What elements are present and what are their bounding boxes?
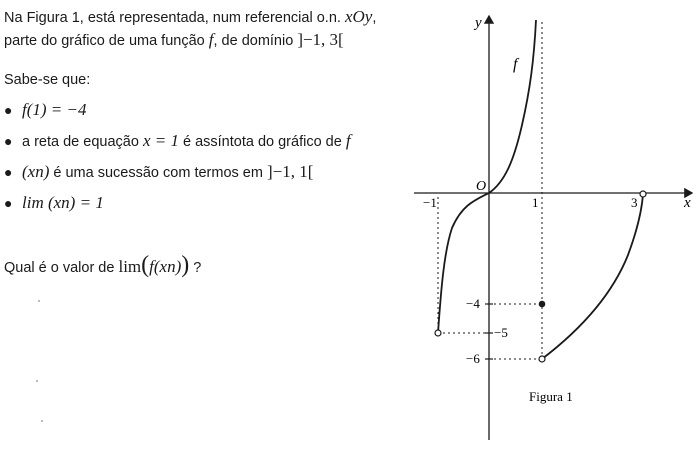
open-point-right	[640, 191, 646, 197]
fact-2-math: x = 1	[142, 131, 179, 150]
function-name: f	[208, 30, 214, 49]
origin-label: O	[476, 179, 487, 194]
fact-item	[4, 129, 351, 160]
fact-item	[4, 191, 351, 222]
tick-label-minus1: −1	[423, 195, 437, 210]
fact-2-text-after: é assíntota do gráfico de	[178, 134, 346, 150]
fact-4-math: lim (xn) = 1	[22, 193, 104, 212]
intro-text	[4, 6, 376, 52]
scan-dot	[41, 420, 43, 422]
guide-lines	[438, 22, 542, 359]
known-label: Sabe-se que:	[4, 72, 91, 88]
question-text: Qual é o valor de	[4, 260, 119, 276]
facts-list	[4, 98, 351, 222]
open-point-bottom	[539, 356, 545, 362]
fact-2-text: a reta de equação	[22, 134, 143, 150]
paren-open: (	[141, 252, 150, 278]
intro-line-1-text: Na Figura 1, está representada, num referencial o.n.	[4, 10, 345, 26]
closed-point-f1	[539, 301, 546, 308]
label-minus4: −4	[466, 296, 480, 311]
question	[4, 252, 201, 281]
frame-name: xOy	[344, 7, 373, 26]
tick-label-3: 3	[631, 195, 638, 210]
fact-3-math: (xn)	[22, 162, 50, 181]
intro-line-2-mid: , de domínio	[213, 33, 298, 49]
intro-line-1-end: ,	[372, 10, 377, 26]
fact-item	[4, 98, 351, 129]
x-axis-label: x	[684, 195, 691, 211]
figure-caption: Figura 1	[529, 389, 573, 404]
curve-label: f	[513, 56, 518, 73]
fact-item	[4, 160, 351, 191]
fact-3-interval: ]−1, 1[	[266, 162, 314, 181]
label-minus6: −6	[466, 351, 480, 366]
tick-label-1: 1	[532, 195, 539, 210]
fact-1-math: f(1) = −4	[22, 100, 87, 119]
open-point-left	[435, 330, 441, 336]
intro-line-1	[4, 6, 376, 29]
curve-left-branch	[438, 20, 536, 333]
domain-interval: ]−1, 3[	[297, 30, 344, 49]
y-axis-label: y	[475, 15, 482, 31]
question-expr: f(xn)	[149, 257, 182, 276]
fact-2-function: f	[345, 131, 351, 150]
fact-3-text: é uma sucessão com termos em	[49, 165, 267, 181]
question-end: ?	[189, 260, 202, 276]
scan-dot	[38, 300, 40, 302]
paren-close: )	[181, 252, 190, 278]
bullet-icon: ●	[4, 133, 13, 149]
y-ticks	[485, 304, 493, 359]
scan-dot	[36, 380, 38, 382]
curve-right-branch	[542, 194, 643, 359]
bullet-icon: ●	[4, 195, 13, 211]
bullet-icon: ●	[4, 102, 13, 118]
label-minus5: −5	[494, 325, 508, 340]
intro-line-2-text: parte do gráfico de uma função	[4, 33, 209, 49]
question-lim: lim	[118, 257, 142, 276]
bullet-icon: ●	[4, 164, 13, 180]
intro-line-2	[4, 29, 376, 52]
